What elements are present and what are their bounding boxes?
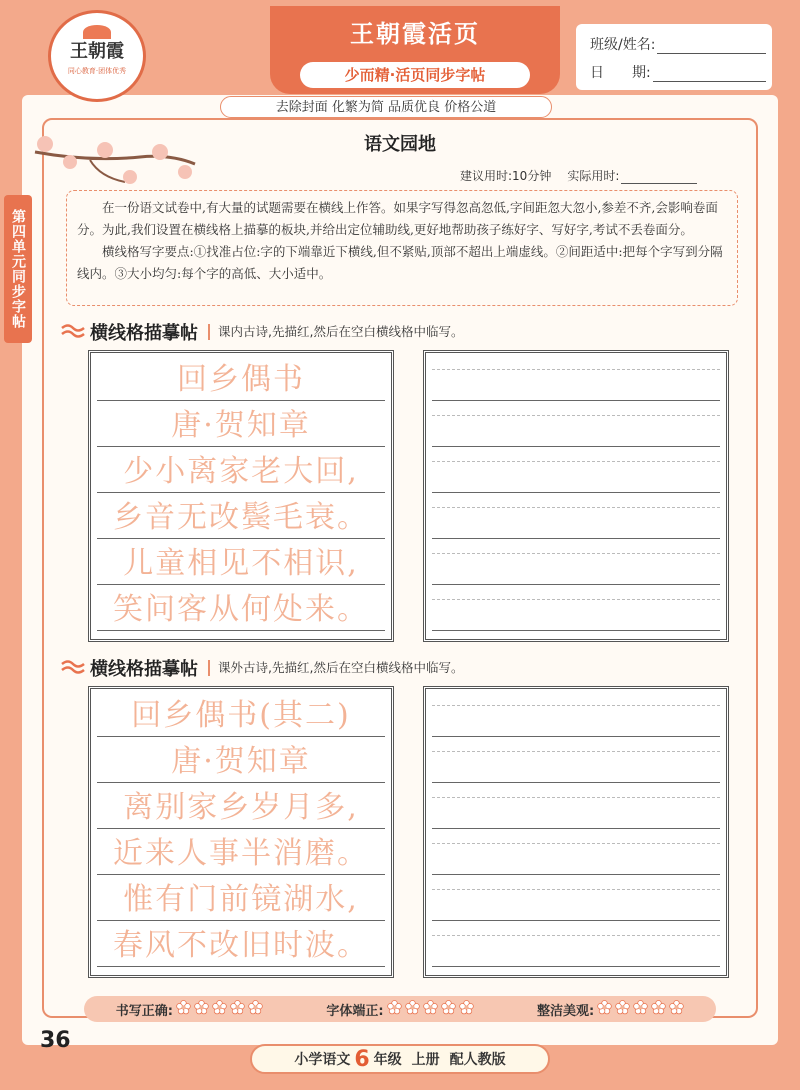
footer-volume: 上册 (411, 1052, 440, 1068)
trace-line: 唐·贺知章 (97, 401, 385, 447)
unit-side-tab: 第四单元同步字帖 (4, 195, 32, 343)
flower-star-icon[interactable] (248, 1000, 263, 1015)
trace-line: 唐·贺知章 (97, 737, 385, 783)
flower-star-icon[interactable] (176, 1000, 191, 1015)
date-field[interactable] (653, 68, 766, 82)
practice-line[interactable] (432, 447, 720, 493)
flower-star-icon[interactable] (212, 1000, 227, 1015)
section2-trace-box (88, 686, 394, 978)
section1-heading: 横线格描摹帖 (90, 323, 198, 344)
rating-bar (84, 996, 716, 1022)
class-name-field[interactable] (657, 40, 766, 54)
trace-line: 儿童相见不相识, (97, 539, 385, 585)
rating-label: 整洁美观: (537, 1003, 595, 1019)
practice-line[interactable] (432, 401, 720, 447)
section1-practice-box[interactable] (423, 350, 729, 642)
flower-star-icon[interactable] (194, 1000, 209, 1015)
star-row[interactable] (594, 1000, 684, 1019)
section2-header (60, 654, 760, 682)
flower-star-icon[interactable] (597, 1000, 612, 1015)
rating-correct (116, 1000, 263, 1019)
footer-subject: 小学语文 (294, 1052, 351, 1068)
practice-line[interactable] (432, 783, 720, 829)
flower-star-icon[interactable] (387, 1000, 402, 1015)
practice-line[interactable] (432, 829, 720, 875)
section2-heading: 横线格描摹帖 (90, 659, 198, 680)
section2-note: 课外古诗,先描红,然后在空白横线格中临写。 (208, 660, 463, 676)
banner-title: 王朝霞活页 (350, 19, 480, 48)
flower-star-icon[interactable] (651, 1000, 666, 1015)
flower-star-icon[interactable] (441, 1000, 456, 1015)
practice-line[interactable] (432, 493, 720, 539)
suggested-time: 建议用时:10分钟 (460, 169, 552, 183)
flower-star-icon[interactable] (459, 1000, 474, 1015)
intro-paragraph-2: 横线格写字要点:①找准占位:字的下端靠近下横线,但不紧贴,顶部不超出上端虚线。②间距适中:把每个字写到分隔线内。③大小均匀:每个字的高低、大小适中。 (77, 244, 723, 281)
student-info-box (576, 24, 772, 90)
trace-line: 惟有门前镜湖水, (97, 875, 385, 921)
page-number: 36 (40, 1028, 71, 1053)
practice-line[interactable] (432, 691, 720, 737)
brand-logo (48, 10, 146, 102)
class-name-label: 班级/姓名: (590, 37, 656, 53)
actual-time-label: 实际用时: (567, 169, 620, 183)
intro-paragraph-1: 在一份语文试卷中,有大量的试题需要在横线上作答。如果字写得忽高忽低,字间距忽大忽小,参差不齐,会影响卷面分。为此,我们设置在横线格上描摹的板块,并给出定位辅助线,更好地帮助孩子练好字、写好字,考试不丢卷面分。 (77, 200, 718, 237)
logo-text: 王朝霞 (70, 40, 124, 62)
time-info (460, 167, 750, 184)
footer-grade-number: 6 (354, 1046, 370, 1072)
trace-line: 回乡偶书(其二) (97, 691, 385, 737)
logo-sub: 同心教育·团体优秀 (67, 66, 127, 75)
star-row[interactable] (173, 1000, 263, 1019)
trace-line: 回乡偶书 (97, 355, 385, 401)
section1-note: 课内古诗,先描红,然后在空白横线格中临写。 (208, 324, 463, 340)
section2-practice-box[interactable] (423, 686, 729, 978)
trace-line: 笑问客从何处来。 (97, 585, 385, 631)
date-label: 日 期: (590, 65, 651, 81)
flower-star-icon[interactable] (633, 1000, 648, 1015)
practice-line[interactable] (432, 737, 720, 783)
flower-star-icon[interactable] (230, 1000, 245, 1015)
trace-line: 春风不改旧时波。 (97, 921, 385, 967)
star-row[interactable] (384, 1000, 474, 1019)
flower-star-icon[interactable] (423, 1000, 438, 1015)
practice-line[interactable] (432, 539, 720, 585)
trace-line: 少小离家老大回, (97, 447, 385, 493)
trace-line: 乡音无改鬓毛衰。 (97, 493, 385, 539)
rating-clean (537, 1000, 684, 1019)
practice-line[interactable] (432, 585, 720, 631)
waves-icon (60, 658, 86, 678)
waves-icon (60, 322, 86, 342)
lotus-icon (83, 25, 111, 39)
slogan: 去除封面 化繁为简 品质优良 价格公道 (220, 96, 552, 118)
flower-star-icon[interactable] (615, 1000, 630, 1015)
section1-header (60, 318, 760, 346)
header-banner (270, 6, 560, 94)
section1-trace-box (88, 350, 394, 642)
flower-star-icon[interactable] (669, 1000, 684, 1015)
rating-label: 书写正确: (115, 1003, 173, 1019)
trace-line: 近来人事半消磨。 (97, 829, 385, 875)
flower-star-icon[interactable] (405, 1000, 420, 1015)
footer-edition: 配人教版 (449, 1052, 506, 1068)
rating-neat-form (326, 1000, 473, 1019)
footer-badge (250, 1044, 550, 1074)
trace-line: 离别家乡岁月多, (97, 783, 385, 829)
practice-line[interactable] (432, 875, 720, 921)
footer-grade-label: 年级 (373, 1052, 402, 1068)
actual-time-field[interactable] (621, 171, 697, 184)
intro-box (66, 190, 738, 306)
page-title: 语文园地 (364, 134, 436, 155)
banner-subtitle: 少而精·活页同步字帖 (300, 62, 530, 88)
practice-line[interactable] (432, 921, 720, 967)
practice-line[interactable] (432, 355, 720, 401)
rating-label: 字体端正: (326, 1003, 384, 1019)
